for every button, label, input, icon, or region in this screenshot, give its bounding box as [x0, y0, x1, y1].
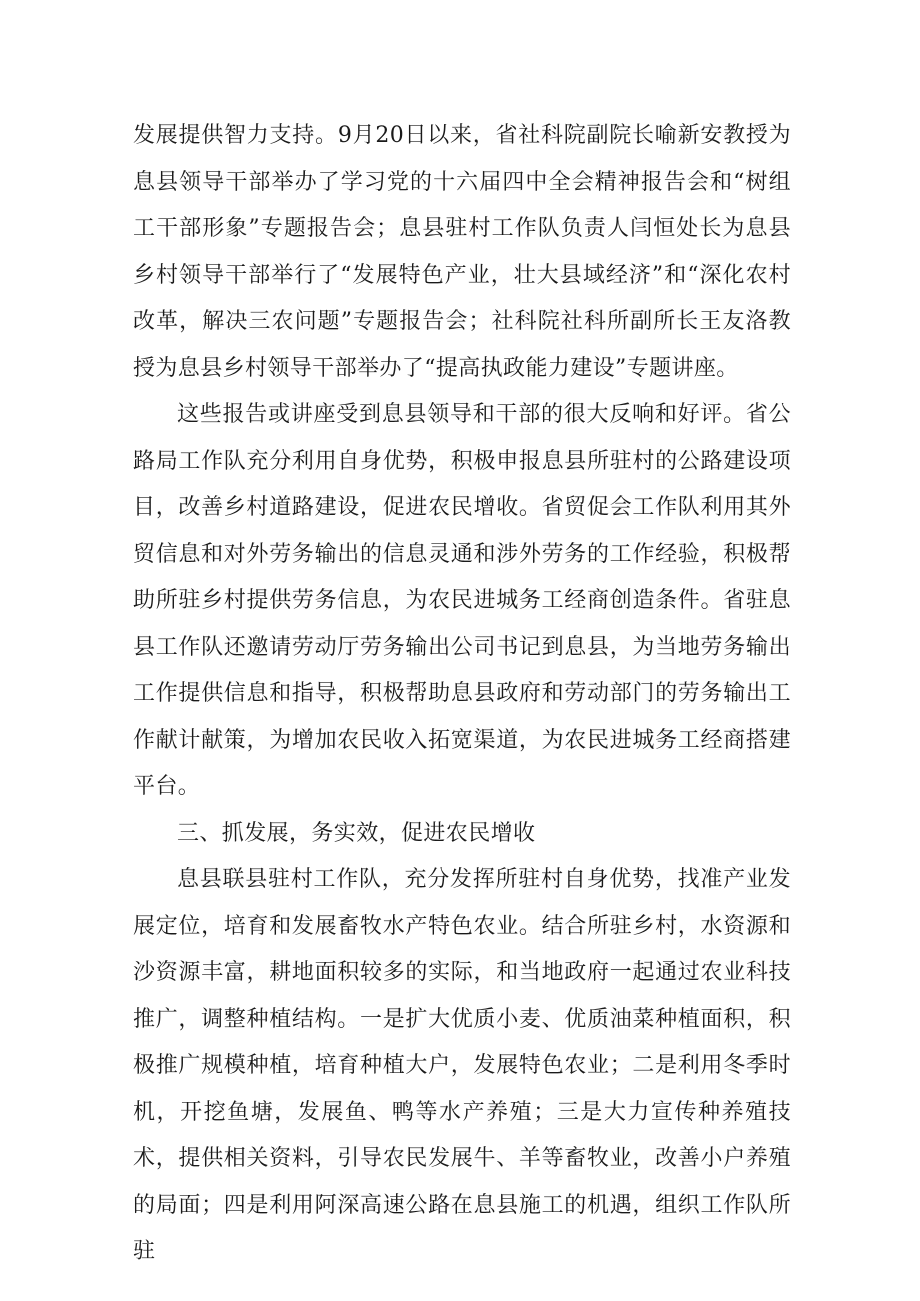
paragraph-intellectual-support: 发展提供智力支持。9月20日以来，省社科院副院长喻新安教授为息县领导干部举办了学习党的十六届四中全会精神报告会和“树组工干部形象”专题报告会；息县驻村工作队负责人闫恒处长为息县乡村领导干部举行了“发展特色产业，壮大县域经济”和“深化农村改革，解决三农问题”专题报告会；社科院社科所副所长王友洛教授为息县乡村领导干部举办了“提高执政能力建设”专题讲座。 — [133, 123, 791, 381]
document-body — [133, 113, 791, 1276]
section-heading: 三、抓发展，务实效，促进农民增收 — [177, 820, 536, 846]
paragraph-industry-development: 息县联县驻村工作队，充分发挥所驻村自身优势，找准产业发展定位，培育和发展畜牧水产特色农业。结合所驻乡村，水资源和沙资源丰富，耕地面积较多的实际，和当地政府一起通过农业科技推广，调整种植结构。一是扩大优质小麦、优质油菜种植面积，积极推广规模种植，培育种植大户，发展特色农业；二是利用冬季时机，开挖鱼塘，发展鱼、鸭等水产养殖；三是大力宣传种养殖技术，提供相关资料，引导农民发展牛、羊等畜牧业，改善小户养殖的局面；四是利用阿深高速公路在息县施工的机遇，组织工作队所驻 — [133, 867, 791, 1264]
paragraph-lectures-feedback: 这些报告或讲座受到息县领导和干部的很大反响和好评。省公路局工作队充分利用自身优势，积极申报息县所驻村的公路建设项目，改善乡村道路建设，促进农民增收。省贸促会工作队利用其外贸信息和对外劳务输出的信息灵通和涉外劳务的工作经验，积极帮助所驻乡村提供劳务信息，为农民进城务工经商创造条件。省驻息县工作队还邀请劳动厅劳务输出公司书记到息县，为当地劳务输出工作提供信息和指导，积极帮助息县政府和劳动部门的劳务输出工作献计献策，为增加农民收入拓宽渠道，为农民进城务工经商搭建平台。 — [133, 402, 791, 799]
